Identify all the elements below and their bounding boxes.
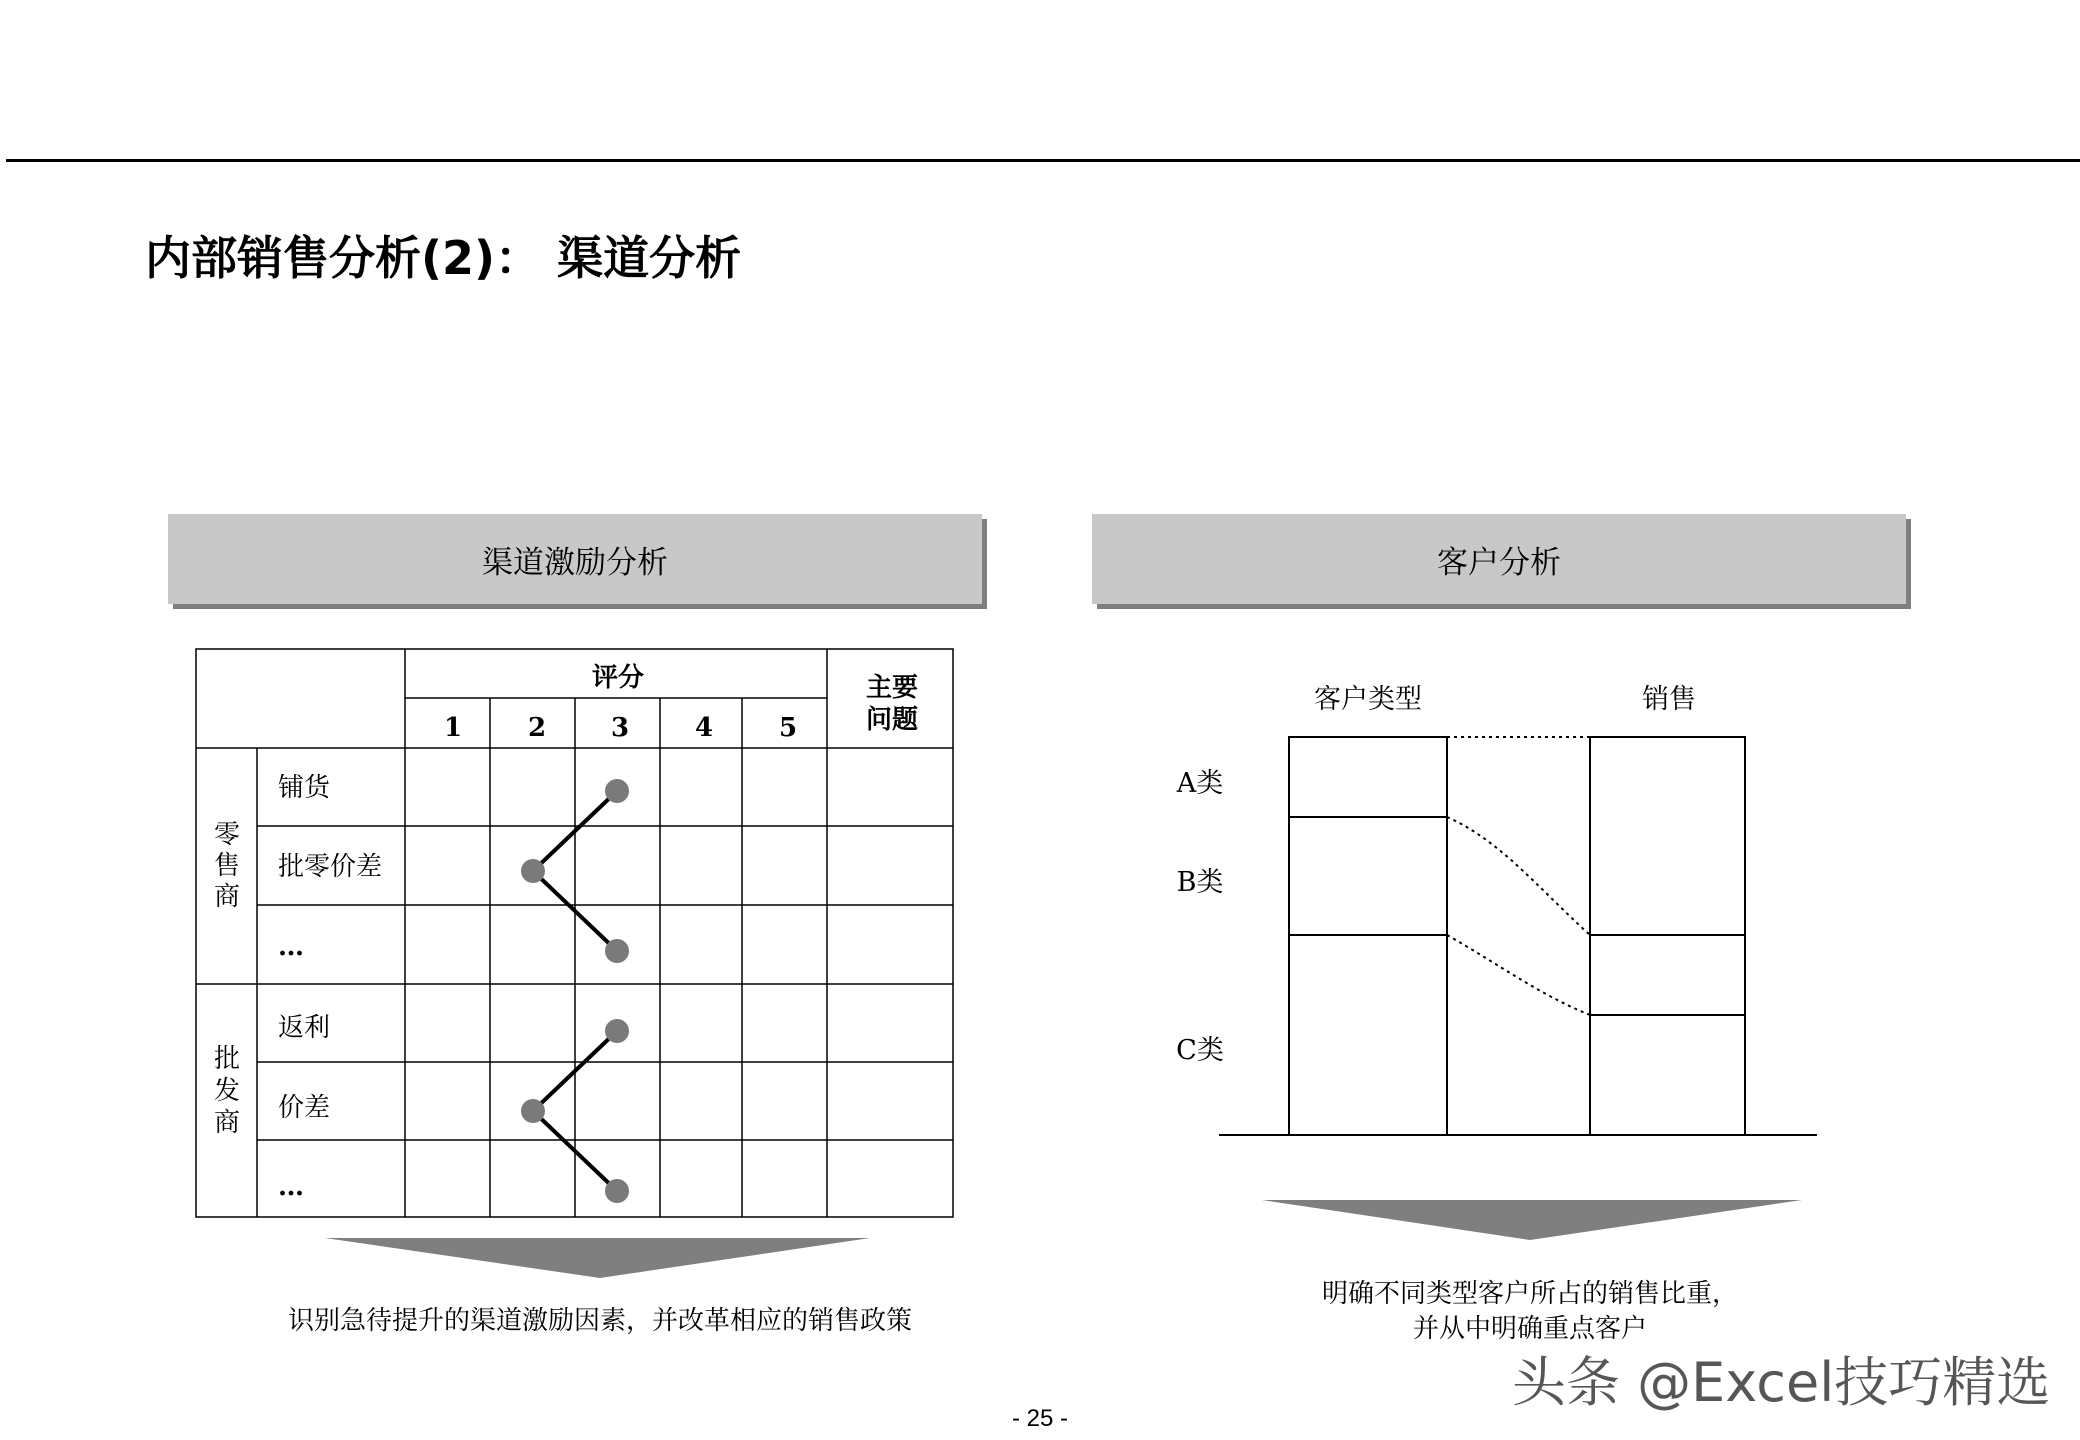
row-label-stocking: 铺货: [278, 773, 331, 803]
score-dot: [521, 859, 545, 883]
connector-ab: [1447, 817, 1590, 935]
score-3: 3: [610, 713, 630, 743]
sales-label: 销售: [1642, 684, 1696, 715]
issues-header-line2: 问题: [865, 705, 919, 735]
retailer-char-3: 商: [213, 882, 241, 912]
retailer-char-2: 售: [213, 851, 241, 881]
right-caption-line2: 并从中明确重点客户: [1412, 1314, 1647, 1344]
channel-incentive-header: 渠道激励分析: [168, 514, 982, 604]
category-c-label: C类: [1176, 1035, 1224, 1066]
customer-type-label: 客户类型: [1314, 684, 1422, 715]
row-label-ellipsis-1: …: [278, 932, 304, 962]
score-dot: [605, 939, 629, 963]
wholesaler-char-3: 商: [213, 1108, 241, 1138]
issues-header-line1: 主要: [865, 673, 919, 703]
score-2: 2: [527, 713, 547, 743]
score-dot: [605, 1019, 629, 1043]
score-4: 4: [694, 713, 714, 743]
watermark: 头条 @Excel技巧精选: [1512, 1351, 2051, 1414]
wholesaler-char-2: 发: [213, 1076, 241, 1106]
category-a-label: A类: [1176, 768, 1224, 799]
connector-bc: [1447, 935, 1590, 1015]
right-caption-line1: 明确不同类型客户所占的销售比重，: [1321, 1279, 1738, 1309]
category-b-label: B类: [1176, 867, 1224, 898]
left-down-arrow: [325, 1238, 870, 1278]
retailer-char-1: 零: [213, 820, 241, 850]
row-label-margin: 价差: [278, 1093, 331, 1123]
score-5: 5: [778, 713, 798, 743]
score-dot: [605, 779, 629, 803]
row-label-price-gap: 批零价差: [278, 852, 383, 882]
score-dot: [605, 1179, 629, 1203]
page-number: - 25 -: [1011, 1405, 1068, 1432]
page-title: 内部销售分析(2)： 渠道分析: [145, 231, 742, 285]
wholesaler-char-1: 批: [213, 1044, 241, 1074]
score-header: 评分: [591, 663, 645, 693]
right-down-arrow: [1262, 1200, 1802, 1240]
row-label-ellipsis-2: …: [278, 1172, 304, 1202]
customer-analysis-header: 客户分析: [1092, 514, 1906, 604]
score-1: 1: [443, 713, 463, 743]
left-caption: 识别急待提升的渠道激励因素，并改革相应的销售政策: [287, 1306, 912, 1336]
row-label-rebate: 返利: [278, 1013, 331, 1043]
score-dot: [521, 1099, 545, 1123]
